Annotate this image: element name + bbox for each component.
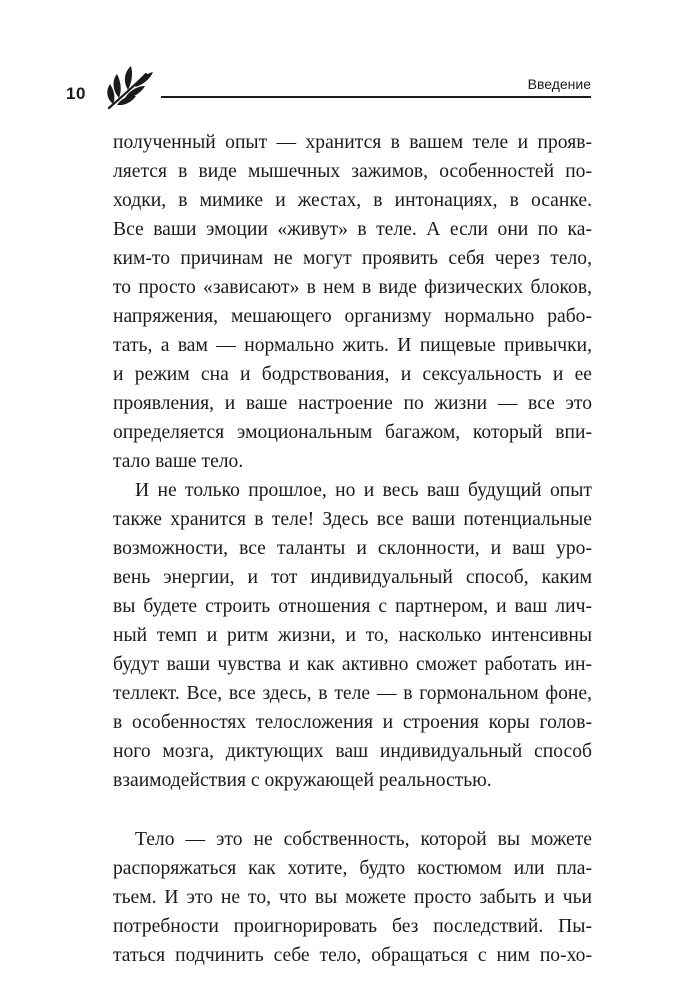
text-line: Тело — это не собственность, которой вы можете <box>135 829 592 850</box>
text-line: возможности, все таланты и склонности, и ваш уро- <box>113 538 592 559</box>
text-line: ходки, в мимике и жестах, в интонациях, в осанке. <box>113 190 592 211</box>
text-line: ного мозга, диктующих ваш индивидуальный способ <box>113 741 592 762</box>
header-rule <box>161 96 591 98</box>
text-line: ляется в виде мышечных зажимов, особенностей по- <box>113 161 592 182</box>
text-line: проявления, и ваше настроение по жизни — все это <box>113 393 592 414</box>
paragraph-gap <box>113 795 592 825</box>
running-header-title: Введение <box>527 76 591 92</box>
text-line: в особенностях телосложения и строения коры голов- <box>113 712 592 733</box>
text-line: также хранится в теле! Здесь все ваши потенциальные <box>113 509 592 530</box>
text-line: полученный опыт — хранится в вашем теле и прояв- <box>113 132 592 153</box>
paragraph <box>113 128 592 476</box>
text-line: потребности проигнорировать без последствий. Пы- <box>113 916 592 937</box>
text-line: и режим сна и бодрствования, и сексуальность и ее <box>113 364 592 385</box>
body-text <box>113 128 592 970</box>
text-line: тьем. И это не то, что вы можете просто забыть и чьи <box>113 887 592 908</box>
paragraph <box>113 476 592 795</box>
text-line: вы будете строить отношения с партнером, и ваш лич- <box>113 596 592 617</box>
text-line: распоряжаться как хотите, будто костюмом или пла- <box>113 858 592 879</box>
text-line: определяется эмоциональным багажом, который впи- <box>113 422 592 443</box>
text-line: Все ваши эмоции «живут» в теле. А если они по ка- <box>113 219 592 240</box>
text-line: таться подчинить себе тело, обращаться с ним по-хо- <box>113 945 592 966</box>
text-line: то просто «зависают» в нем в виде физических блоков, <box>113 277 592 298</box>
text-line: ный темп и ритм жизни, и то, насколько интенсивны <box>113 625 592 646</box>
text-line: ким-то причинам не могут проявить себя через тело, <box>113 248 592 269</box>
paragraph <box>113 825 592 970</box>
leaf-branch-icon <box>104 62 158 112</box>
page-number: 10 <box>66 84 86 103</box>
text-line: тало ваше тело. <box>113 451 244 472</box>
text-line: напряжения, мешающего организму нормально рабо- <box>113 306 592 327</box>
text-line: теллект. Все, все здесь, в теле — в гормональном фоне, <box>113 683 592 704</box>
text-line: взаимодействия с окружающей реальностью. <box>113 770 492 791</box>
text-line: вень энергии, и тот индивидуальный способ, каким <box>113 567 592 588</box>
text-line: тать, а вам — нормально жить. И пищевые привычки, <box>113 335 592 356</box>
text-line: И не только прошлое, но и весь ваш будущий опыт <box>135 480 592 501</box>
text-line: будут ваши чувства и как активно сможет работать ин- <box>113 654 592 675</box>
